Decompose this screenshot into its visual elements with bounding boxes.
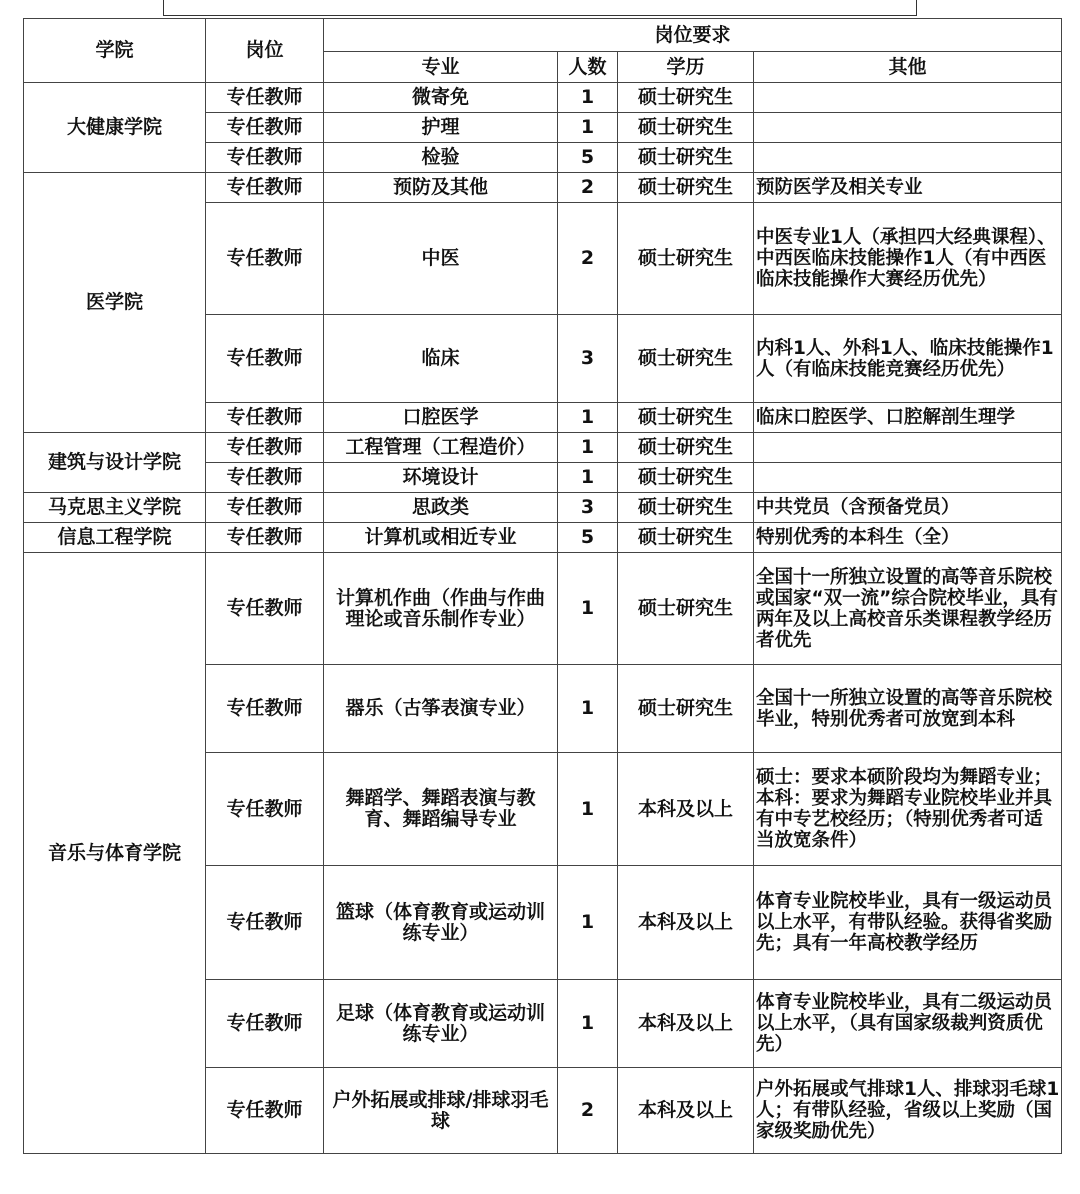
other-cell [754, 83, 1062, 113]
header-row-1 [24, 19, 1062, 52]
count-cell: 1 [558, 83, 618, 113]
major-cell: 计算机作曲（作曲与作曲理论或音乐制作专业） [324, 553, 558, 665]
recruitment-table [23, 18, 1062, 1154]
header-major: 专业 [324, 52, 558, 83]
major-cell: 预防及其他 [324, 173, 558, 203]
count-cell: 1 [558, 463, 618, 493]
college-cell: 建筑与设计学院 [24, 433, 206, 493]
count-cell: 2 [558, 173, 618, 203]
count-cell: 1 [558, 866, 618, 980]
other-cell: 中共党员（含预备党员） [754, 493, 1062, 523]
education-cell: 硕士研究生 [618, 113, 754, 143]
other-cell: 内科1人、外科1人、临床技能操作1人（有临床技能竞赛经历优先） [754, 315, 1062, 403]
table-row [24, 83, 1062, 113]
major-cell: 舞蹈学、舞蹈表演与教育、舞蹈编导专业 [324, 753, 558, 866]
major-cell: 中医 [324, 203, 558, 315]
count-cell: 1 [558, 553, 618, 665]
position-cell: 专任教师 [206, 493, 324, 523]
major-cell: 计算机或相近专业 [324, 523, 558, 553]
major-cell: 工程管理（工程造价） [324, 433, 558, 463]
other-cell [754, 143, 1062, 173]
position-cell: 专任教师 [206, 665, 324, 753]
position-cell: 专任教师 [206, 83, 324, 113]
header-requirements: 岗位要求 [324, 19, 1062, 52]
other-cell: 体育专业院校毕业，具有一级运动员以上水平，有带队经验。获得省奖励先；具有一年高校教学经历 [754, 866, 1062, 980]
header-college: 学院 [24, 19, 206, 83]
other-cell [754, 463, 1062, 493]
count-cell: 1 [558, 113, 618, 143]
other-cell [754, 433, 1062, 463]
college-cell: 医学院 [24, 173, 206, 433]
count-cell: 1 [558, 403, 618, 433]
education-cell: 硕士研究生 [618, 143, 754, 173]
college-cell: 马克思主义学院 [24, 493, 206, 523]
other-cell: 特别优秀的本科生（全） [754, 523, 1062, 553]
major-cell: 护理 [324, 113, 558, 143]
college-cell: 信息工程学院 [24, 523, 206, 553]
major-cell: 口腔医学 [324, 403, 558, 433]
position-cell: 专任教师 [206, 173, 324, 203]
position-cell: 专任教师 [206, 980, 324, 1068]
position-cell: 专任教师 [206, 113, 324, 143]
education-cell: 硕士研究生 [618, 463, 754, 493]
count-cell: 2 [558, 1068, 618, 1154]
top-border-left [163, 0, 164, 16]
count-cell: 5 [558, 143, 618, 173]
major-cell: 器乐（古筝表演专业） [324, 665, 558, 753]
other-cell [754, 113, 1062, 143]
position-cell: 专任教师 [206, 866, 324, 980]
education-cell: 硕士研究生 [618, 665, 754, 753]
other-cell: 中医专业1人（承担四大经典课程）、中西医临床技能操作1人（有中西医临床技能操作大赛经历优先） [754, 203, 1062, 315]
position-cell: 专任教师 [206, 315, 324, 403]
count-cell: 3 [558, 493, 618, 523]
count-cell: 1 [558, 433, 618, 463]
top-border-right [916, 0, 917, 16]
education-cell: 硕士研究生 [618, 493, 754, 523]
education-cell: 本科及以上 [618, 1068, 754, 1154]
education-cell: 硕士研究生 [618, 553, 754, 665]
header-other: 其他 [754, 52, 1062, 83]
other-cell: 体育专业院校毕业，具有二级运动员以上水平，（具有国家级裁判资质优先） [754, 980, 1062, 1068]
education-cell: 硕士研究生 [618, 433, 754, 463]
table-row [24, 173, 1062, 203]
count-cell: 2 [558, 203, 618, 315]
position-cell: 专任教师 [206, 523, 324, 553]
education-cell: 硕士研究生 [618, 523, 754, 553]
position-cell: 专任教师 [206, 1068, 324, 1154]
other-cell: 临床口腔医学、口腔解剖生理学 [754, 403, 1062, 433]
education-cell: 硕士研究生 [618, 83, 754, 113]
other-cell: 硕士：要求本硕阶段均为舞蹈专业；本科：要求为舞蹈专业院校毕业并具有中专艺校经历；（特别优秀者可适当放宽条件） [754, 753, 1062, 866]
table-row [24, 493, 1062, 523]
header-count: 人数 [558, 52, 618, 83]
top-border [163, 15, 917, 16]
position-cell: 专任教师 [206, 433, 324, 463]
header-education: 学历 [618, 52, 754, 83]
major-cell: 户外拓展或排球/排球羽毛球 [324, 1068, 558, 1154]
count-cell: 1 [558, 753, 618, 866]
education-cell: 本科及以上 [618, 753, 754, 866]
count-cell: 1 [558, 980, 618, 1068]
education-cell: 硕士研究生 [618, 173, 754, 203]
college-cell: 大健康学院 [24, 83, 206, 173]
major-cell: 环境设计 [324, 463, 558, 493]
other-cell: 全国十一所独立设置的高等音乐院校或国家“双一流”综合院校毕业，具有两年及以上高校音乐类课程教学经历者优先 [754, 553, 1062, 665]
major-cell: 微寄免 [324, 83, 558, 113]
major-cell: 篮球（体育教育或运动训练专业） [324, 866, 558, 980]
education-cell: 硕士研究生 [618, 315, 754, 403]
major-cell: 足球（体育教育或运动训练专业） [324, 980, 558, 1068]
position-cell: 专任教师 [206, 203, 324, 315]
table-row [24, 523, 1062, 553]
other-cell: 户外拓展或气排球1人、排球羽毛球1人；有带队经验，省级以上奖励（国家级奖励优先） [754, 1068, 1062, 1154]
other-cell: 预防医学及相关专业 [754, 173, 1062, 203]
education-cell: 本科及以上 [618, 980, 754, 1068]
education-cell: 硕士研究生 [618, 403, 754, 433]
major-cell: 临床 [324, 315, 558, 403]
college-cell: 音乐与体育学院 [24, 553, 206, 1154]
count-cell: 3 [558, 315, 618, 403]
major-cell: 检验 [324, 143, 558, 173]
major-cell: 思政类 [324, 493, 558, 523]
education-cell: 本科及以上 [618, 866, 754, 980]
position-cell: 专任教师 [206, 463, 324, 493]
position-cell: 专任教师 [206, 143, 324, 173]
education-cell: 硕士研究生 [618, 203, 754, 315]
position-cell: 专任教师 [206, 553, 324, 665]
position-cell: 专任教师 [206, 753, 324, 866]
count-cell: 1 [558, 665, 618, 753]
table-row [24, 553, 1062, 665]
table-row [24, 433, 1062, 463]
header-position: 岗位 [206, 19, 324, 83]
count-cell: 5 [558, 523, 618, 553]
other-cell: 全国十一所独立设置的高等音乐院校毕业，特别优秀者可放宽到本科 [754, 665, 1062, 753]
position-cell: 专任教师 [206, 403, 324, 433]
